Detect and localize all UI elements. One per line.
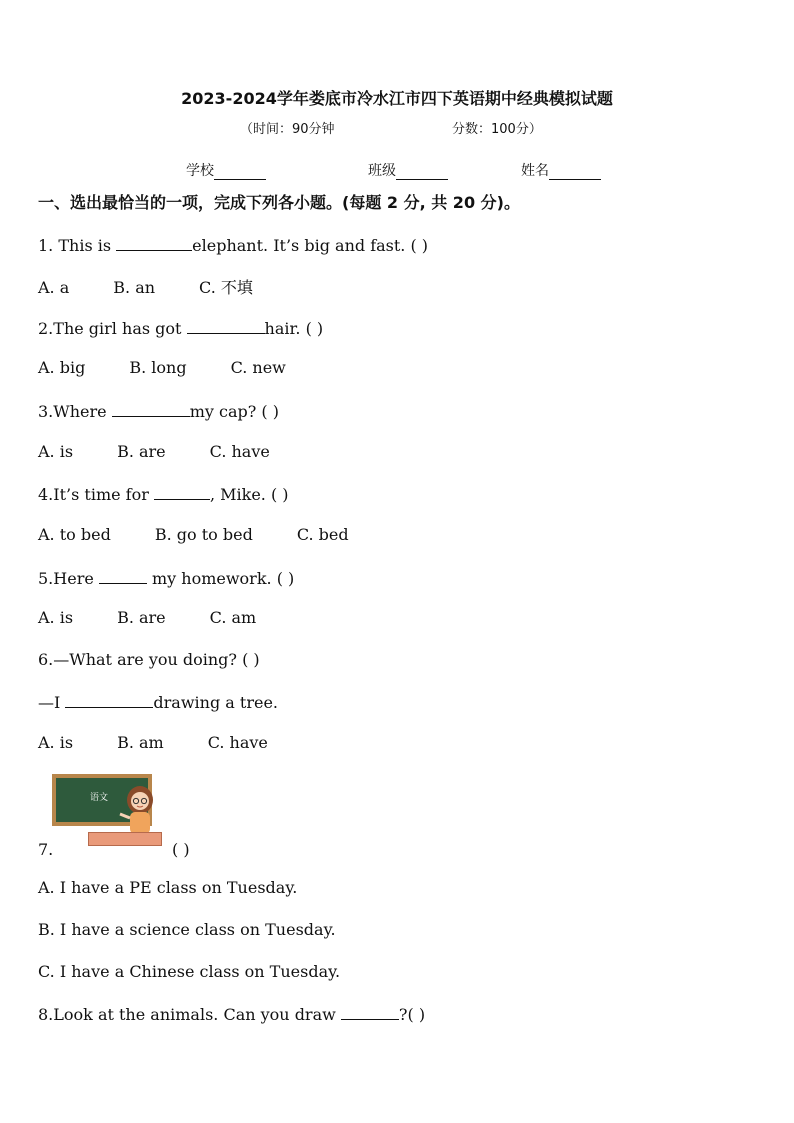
question-7-option-b[interactable]: B. I have a science class on Tuesday. bbox=[38, 920, 336, 939]
option-a[interactable]: A. big bbox=[38, 358, 86, 377]
option-c[interactable]: C. have bbox=[207, 733, 268, 752]
question-1-options bbox=[38, 275, 297, 298]
question-4-options bbox=[38, 525, 393, 544]
exam-score: 分数：100分） bbox=[452, 122, 542, 137]
answer-blank[interactable] bbox=[154, 483, 210, 500]
question-7-option-a[interactable]: A. I have a PE class on Tuesday. bbox=[38, 878, 298, 897]
question-5-options bbox=[38, 608, 300, 627]
option-b[interactable]: B. am bbox=[117, 733, 164, 752]
question-3: 3.Where my cap? ( ) bbox=[38, 402, 279, 421]
option-b[interactable]: B. are bbox=[117, 442, 166, 461]
teacher-icon bbox=[118, 784, 162, 836]
question-7-number: 7. bbox=[38, 840, 54, 859]
name-label: 姓名 bbox=[521, 163, 549, 179]
question-7-option-c[interactable]: C. I have a Chinese class on Tuesday. bbox=[38, 962, 341, 981]
option-a[interactable]: A. is bbox=[38, 442, 74, 461]
option-b[interactable]: B. go to bed bbox=[154, 525, 253, 544]
option-a[interactable]: A. to bed bbox=[38, 525, 111, 544]
name-field bbox=[521, 160, 601, 180]
option-a[interactable]: A. is bbox=[38, 608, 74, 627]
exam-time: （时间：90分钟 bbox=[240, 122, 335, 137]
class-label: 班级 bbox=[368, 163, 396, 179]
option-c[interactable]: C. bed bbox=[296, 525, 349, 544]
answer-blank[interactable] bbox=[112, 400, 190, 417]
question-1: 1. This is elephant. It’s big and fast. ( ) bbox=[38, 236, 429, 255]
question-8: 8.Look at the animals. Can you draw ?( ) bbox=[38, 1005, 426, 1024]
option-c[interactable]: C. 不填 bbox=[199, 278, 253, 297]
question-2: 2.The girl has got hair. ( ) bbox=[38, 319, 324, 338]
desk-image bbox=[88, 832, 162, 846]
question-2-options bbox=[38, 358, 330, 377]
answer-blank[interactable] bbox=[341, 1003, 399, 1020]
answer-blank[interactable] bbox=[116, 234, 192, 251]
question-6: 6.—What are you doing? ( ) bbox=[38, 650, 260, 669]
question-7-paren: ( ) bbox=[172, 840, 190, 859]
school-label: 学校 bbox=[186, 163, 214, 179]
class-field bbox=[368, 160, 448, 180]
option-a[interactable]: A. a bbox=[38, 278, 70, 297]
option-b[interactable]: B. are bbox=[117, 608, 166, 627]
answer-blank[interactable] bbox=[187, 317, 265, 334]
option-b[interactable]: B. long bbox=[129, 358, 187, 377]
school-blank[interactable] bbox=[214, 165, 266, 180]
name-blank[interactable] bbox=[549, 165, 601, 180]
option-c[interactable]: C. new bbox=[230, 358, 286, 377]
answer-blank[interactable] bbox=[99, 567, 147, 584]
section-heading: 一、选出最恰当的一项，完成下列各小题。(每题 2 分, 共 20 分)。 bbox=[38, 193, 520, 212]
option-a[interactable]: A. is bbox=[38, 733, 74, 752]
question-6-options bbox=[38, 733, 312, 752]
exam-title: 2023-2024学年娄底市冷水江市四下英语期中经典模拟试题 bbox=[181, 89, 613, 108]
option-c[interactable]: C. have bbox=[209, 442, 270, 461]
question-3-options bbox=[38, 442, 314, 461]
question-6-reply: —I drawing a tree. bbox=[38, 693, 279, 712]
option-c[interactable]: C. am bbox=[209, 608, 257, 627]
school-field bbox=[186, 160, 266, 180]
answer-blank[interactable] bbox=[65, 691, 153, 708]
class-blank[interactable] bbox=[396, 165, 448, 180]
option-b[interactable]: B. an bbox=[113, 278, 156, 297]
question-4: 4.It’s time for , Mike. ( ) bbox=[38, 485, 289, 504]
board-label: 语文 bbox=[90, 793, 109, 803]
question-5: 5.Here my homework. ( ) bbox=[38, 569, 295, 588]
